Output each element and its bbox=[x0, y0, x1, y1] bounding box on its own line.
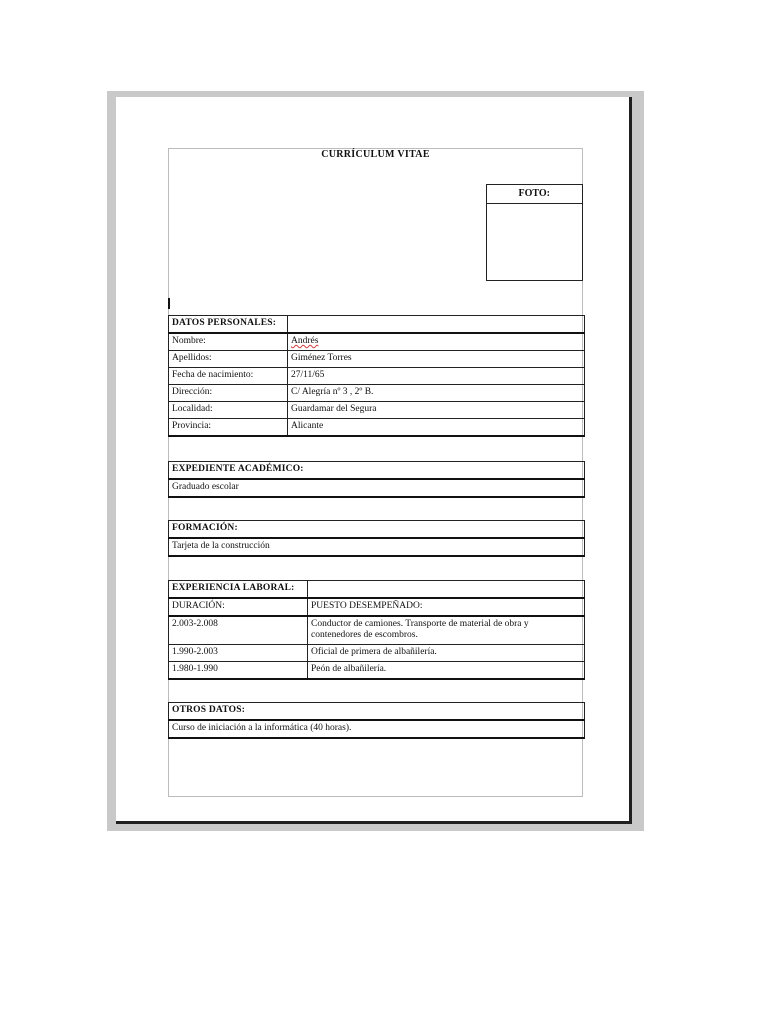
work-position: Conductor de camiones. Transporte de material de obra y contenedores de escombros. bbox=[308, 616, 585, 645]
document-title: CURRÍCULUM VITAE bbox=[321, 149, 430, 160]
table-row bbox=[169, 368, 585, 385]
field-value: 27/11/65 bbox=[288, 368, 585, 385]
field-value: Guardamar del Segura bbox=[288, 402, 585, 419]
work-experience-table bbox=[168, 580, 585, 680]
academic-value: Graduado escolar bbox=[169, 479, 585, 497]
training-heading: FORMACIÓN: bbox=[169, 521, 585, 539]
field-label: Fecha de nacimiento: bbox=[169, 368, 288, 385]
table-cell bbox=[308, 581, 585, 599]
position-column-header: PUESTO DESEMPEÑADO: bbox=[308, 598, 585, 616]
table-row bbox=[169, 720, 585, 738]
field-label: Apellidos: bbox=[169, 351, 288, 368]
other-heading: OTROS DATOS: bbox=[169, 703, 585, 721]
photo-label: FOTO: bbox=[487, 185, 582, 204]
field-value: Andrés bbox=[288, 333, 585, 351]
field-label: Localidad: bbox=[169, 402, 288, 419]
field-value: Alicante bbox=[288, 419, 585, 437]
table-row bbox=[169, 351, 585, 368]
field-label: Dirección: bbox=[169, 385, 288, 402]
field-label: Provincia: bbox=[169, 419, 288, 437]
training-table bbox=[168, 520, 585, 557]
personal-data-table bbox=[168, 315, 585, 437]
table-cell bbox=[288, 316, 585, 334]
table-row bbox=[169, 419, 585, 437]
photo-box bbox=[486, 184, 583, 281]
duration-column-header: DURACIÓN: bbox=[169, 598, 308, 616]
table-row bbox=[169, 645, 585, 662]
table-row bbox=[169, 385, 585, 402]
other-data-table bbox=[168, 702, 585, 739]
personal-data-heading: DATOS PERSONALES: bbox=[169, 316, 288, 334]
table-row bbox=[169, 616, 585, 645]
table-row bbox=[169, 479, 585, 497]
table-row bbox=[169, 662, 585, 680]
work-duration: 2.003-2.008 bbox=[169, 616, 308, 645]
table-row bbox=[169, 538, 585, 556]
work-position: Oficial de primera de albañilería. bbox=[308, 645, 585, 662]
work-duration: 1.980-1.990 bbox=[169, 662, 308, 680]
work-duration: 1.990-2.003 bbox=[169, 645, 308, 662]
training-value: Tarjeta de la construcción bbox=[169, 538, 585, 556]
work-heading: EXPERIENCIA LABORAL: bbox=[169, 581, 308, 599]
academic-record-table bbox=[168, 461, 585, 498]
table-row bbox=[169, 333, 585, 351]
work-position: Peón de albañilería. bbox=[308, 662, 585, 680]
field-value: C/ Alegría nº 3 , 2º B. bbox=[288, 385, 585, 402]
field-label: Nombre: bbox=[169, 333, 288, 351]
table-row bbox=[169, 402, 585, 419]
other-value: Curso de iniciación a la informática (40 horas). bbox=[169, 720, 585, 738]
field-value: Giménez Torres bbox=[288, 351, 585, 368]
academic-heading: EXPEDIENTE ACADÉMICO: bbox=[169, 462, 585, 480]
text-cursor[interactable] bbox=[168, 298, 170, 309]
